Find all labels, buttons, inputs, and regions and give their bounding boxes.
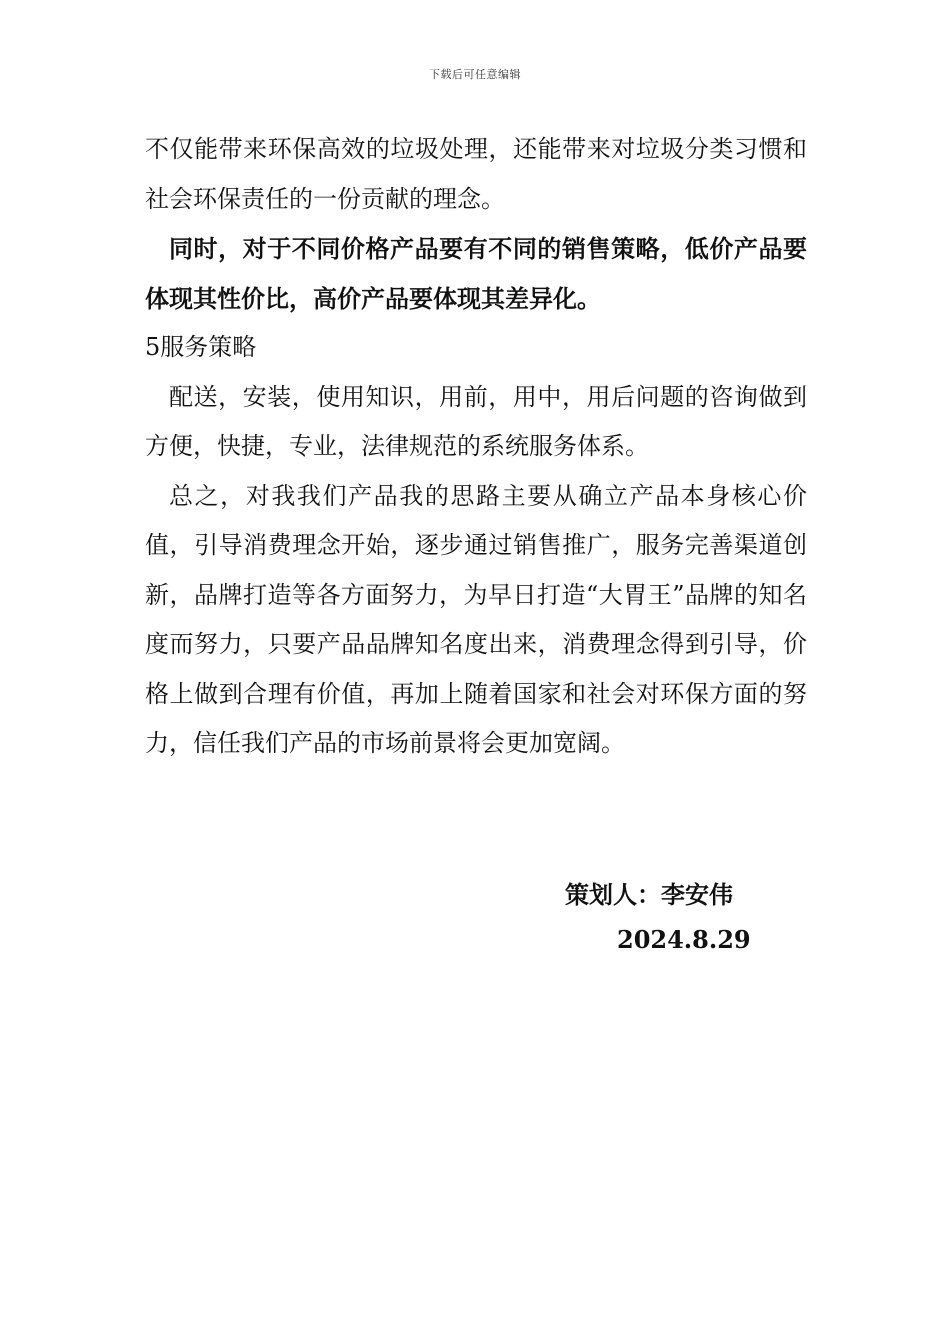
paragraph-conclusion: 总之，对我我们产品我的思路主要从确立产品本身核心价值，引导消费理念开始，逐步通过销售推广，服务完善渠道创新，品牌打造等各方面努力，为早日打造“大胃王”品牌的知名度而努力，只要产品品牌知名度出来，消费理念得到引导，价格上做到合理有价值，再加上随着国家和社会对环保方面的努力，信任我们产品的市场前景将会更加宽阔。: [145, 481, 807, 757]
paragraph-pricing-strategy: 同时，对于不同价格产品要有不同的销售策略，低价产品要体现其性价比，高价产品要体现其差异化。: [145, 234, 807, 313]
signature-planner: 策划人：李安伟: [565, 880, 733, 909]
paragraph-service-system: 配送，安装，使用知识，用前，用中，用后问题的咨询做到方便，快捷，专业，法律规范的系统服务体系。: [145, 382, 807, 460]
section-heading-service-strategy: 5服务策略: [145, 333, 257, 361]
document-body: [145, 125, 807, 769]
paragraph-environmental-concept: 不仅能带来环保高效的垃圾处理，还能带来对垃圾分类习惯和社会环保责任的一份贡献的理念。: [145, 135, 807, 213]
signature-date: 2024.8.29: [617, 925, 751, 954]
page-header: 下载后可任意编辑: [429, 68, 521, 81]
